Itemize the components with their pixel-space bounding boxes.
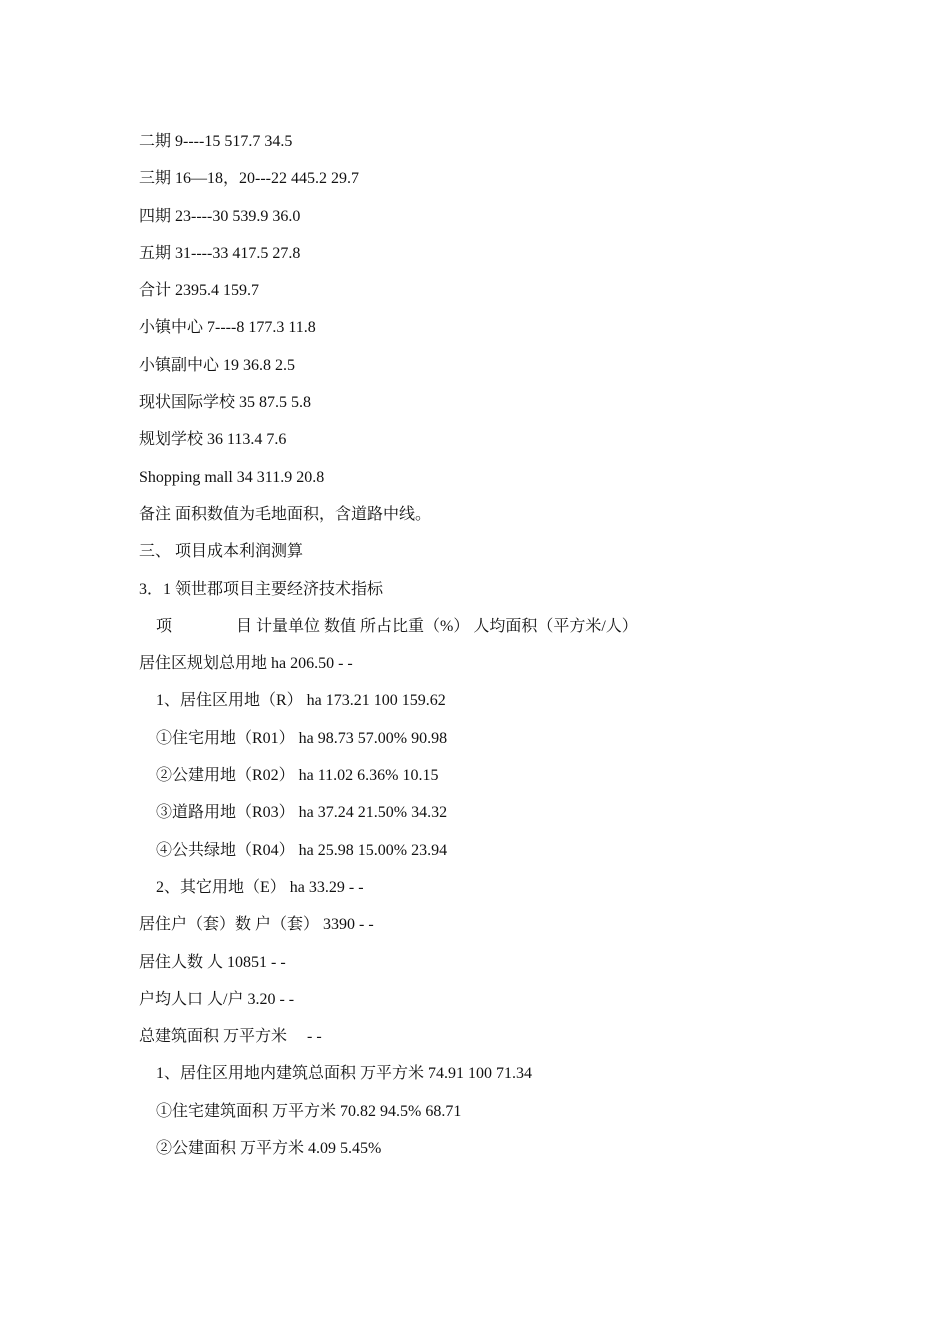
table-header: 项 目 计量单位 数值 所占比重（%） 人均面积（平方米/人） <box>156 617 638 635</box>
text-line: 小镇副中心 19 36.8 2.5 <box>139 356 296 374</box>
text-line: 1、居住区用地内建筑总面积 万平方米 74.91 100 71.34 <box>156 1065 533 1083</box>
text-line: 户均人口 人/户 3.20 - - <box>139 990 295 1008</box>
text-line: 居住区规划总用地 ha 206.50 - - <box>139 655 353 673</box>
text-line: Shopping mall 34 311.9 20.8 <box>139 468 325 486</box>
text-line: 规划学校 36 113.4 7.6 <box>139 431 287 449</box>
text-line: 三期 16—18，20---22 445.2 29.7 <box>139 170 359 188</box>
text-line: 总建筑面积 万平方米 - - <box>139 1028 322 1046</box>
subsection-heading: 3．1 领世郡项目主要经济技术指标 <box>139 580 384 598</box>
section-heading: 三、 项目成本利润测算 <box>139 543 304 561</box>
text-line: ②公建面积 万平方米 4.09 5.45% <box>156 1140 382 1158</box>
text-line: 小镇中心 7----8 177.3 11.8 <box>139 319 316 337</box>
text-line: ③道路用地（R03） ha 37.24 21.50% 34.32 <box>156 804 448 822</box>
text-line: ②公建用地（R02） ha 11.02 6.36% 10.15 <box>156 767 439 785</box>
text-line: 五期 31----33 417.5 27.8 <box>139 244 301 262</box>
text-line: 居住户（套）数 户（套） 3390 - - <box>139 916 374 934</box>
document-body <box>139 129 899 1173</box>
text-line: ①住宅用地（R01） ha 98.73 57.00% 90.98 <box>156 729 448 747</box>
text-line: 2、其它用地（E） ha 33.29 - - <box>156 878 364 896</box>
text-line: 四期 23----30 539.9 36.0 <box>139 207 301 225</box>
text-line: ①住宅建筑面积 万平方米 70.82 94.5% 68.71 <box>156 1102 462 1120</box>
text-line: 1、居住区用地（R） ha 173.21 100 159.62 <box>156 692 446 710</box>
text-line: ④公共绿地（R04） ha 25.98 15.00% 23.94 <box>156 841 448 859</box>
text-line: 现状国际学校 35 87.5 5.8 <box>139 394 312 412</box>
remark-line: 备注 面积数值为毛地面积，含道路中线。 <box>139 505 432 523</box>
text-line: 合计 2395.4 159.7 <box>139 282 260 300</box>
text-line: 二期 9----15 517.7 34.5 <box>139 133 293 150</box>
text-line: 居住人数 人 10851 - - <box>139 953 286 971</box>
